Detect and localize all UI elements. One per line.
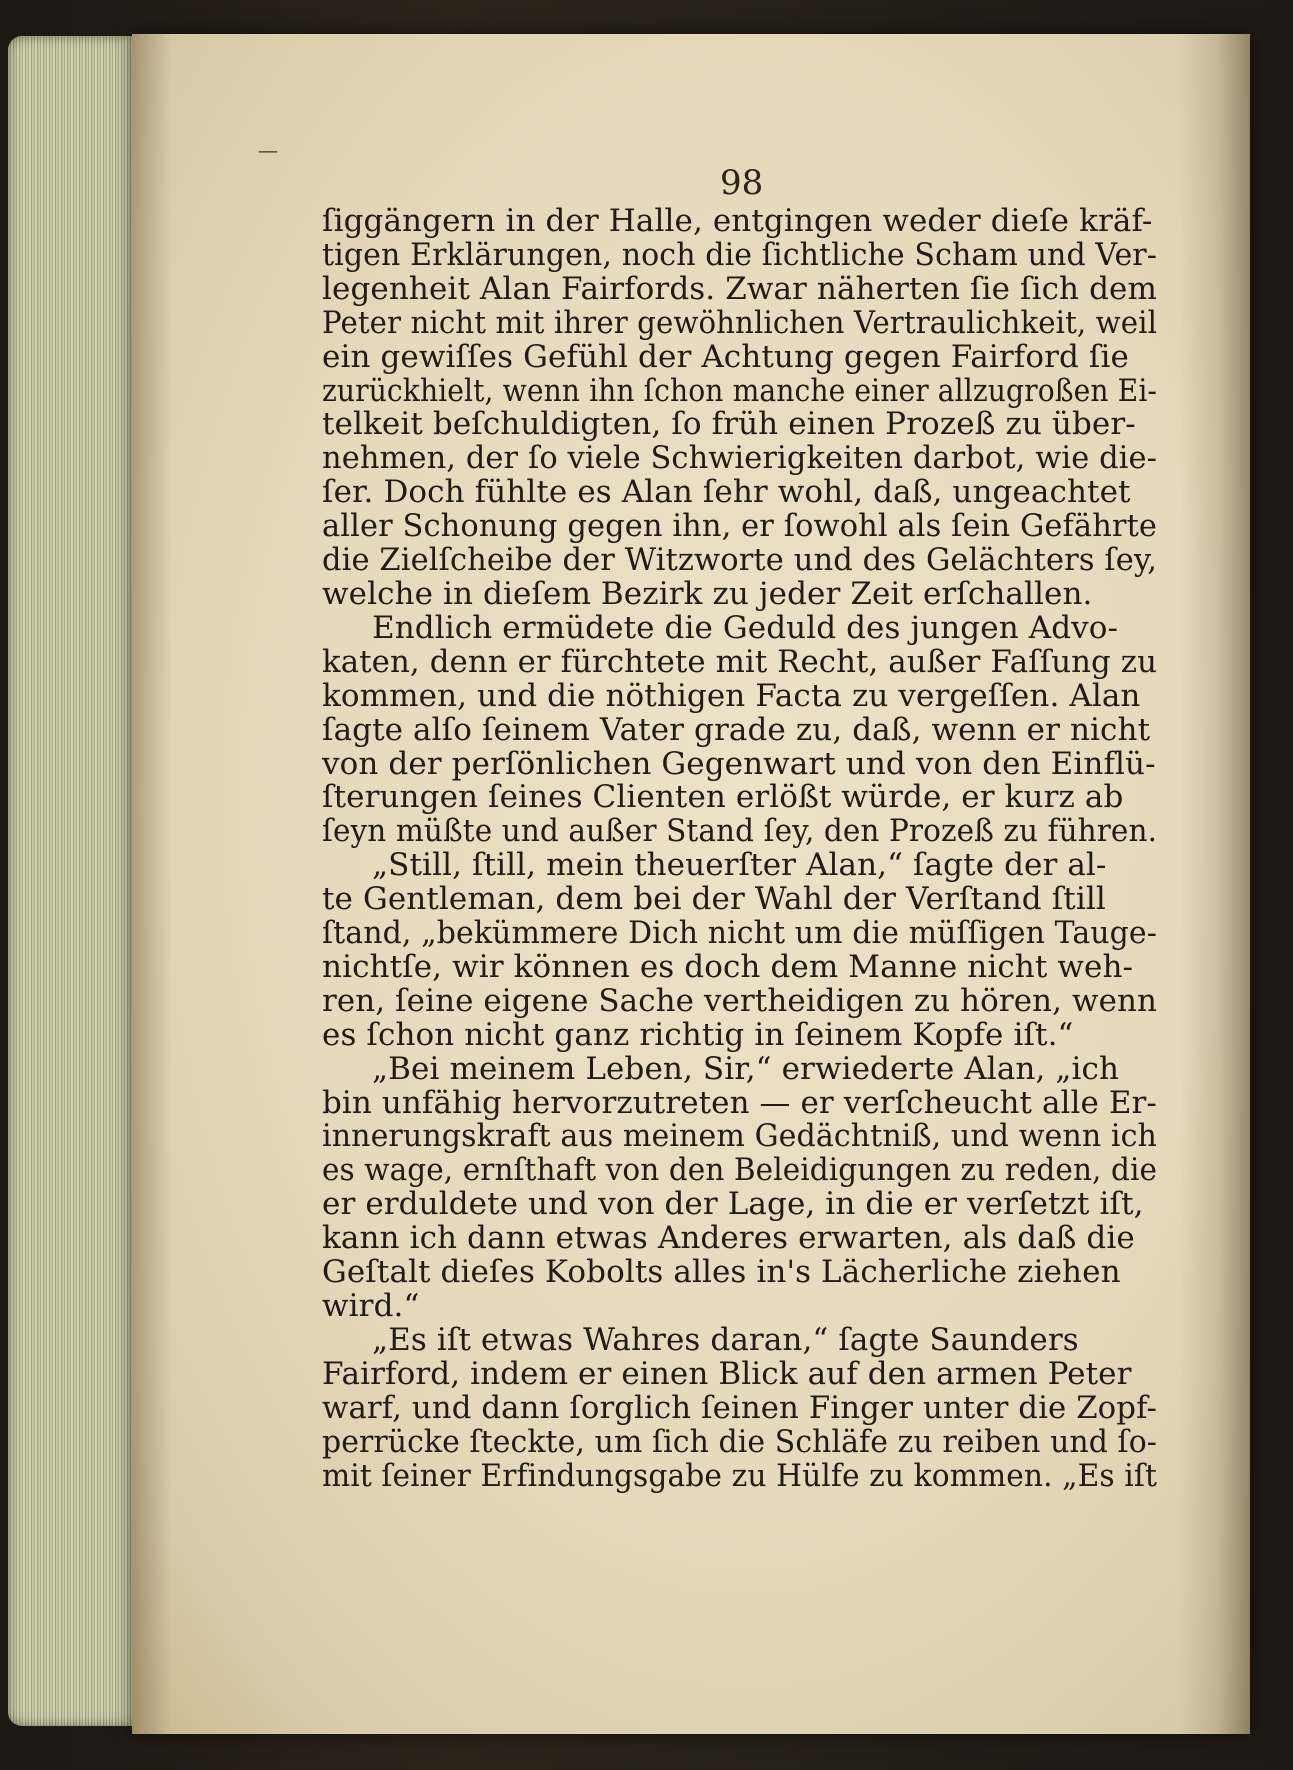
text-line: Fairford, indem er einen Blick auf den armen Peter [322,1355,1132,1392]
text-line: es ſchon nicht ganz richtig in ſeinem Kopfe iſt.“ [322,1016,1074,1053]
text-line: er erduldete und von der Lage, in die er verſetzt iſt, [322,1186,1144,1223]
text-line: die Zielſcheibe der Witzworte und des Gelächters ſey, [322,542,1158,579]
text-line: „Bei meinem Leben, Sir,“ erwiederte Alan, „ich [372,1050,1120,1087]
page-edges [8,36,140,1726]
text-line: katen, denn er fürchtete mit Recht, außer Faſſung zu [322,643,1158,680]
text-line: wird.“ [322,1288,420,1324]
text-line: ein gewiſſes Gefühl der Achtung gegen Fairford ſie [322,338,1129,375]
text-line: welche in dieſem Bezirk zu jeder Zeit erſchallen. [322,575,1093,612]
text-line: ſer. Doch fühlte es Alan ſehr wohl, daß, ungeachtet [322,474,1131,511]
text-line: Geſtalt dieſes Kobolts alles in's Lächerliche ziehen [322,1254,1121,1291]
text-line: ſagte alſo ſeinem Vater grade zu, daß, wenn er nicht [322,711,1151,748]
page-shadow-left [132,34,172,1734]
text-line: aller Schonung gegen ihn, er ſowohl als ſein Gefährte [322,508,1158,545]
text-line: ſeyn müßte und außer Stand ſey, den Prozeß zu führen. [322,813,1158,850]
text-line: innerungskraft aus meinem Gedächtniß, und wenn ich [322,1118,1157,1155]
page-gutter [1180,34,1250,1734]
text-line: es wage, ernſthaft von den Beleidigungen zu reden, die [322,1152,1158,1189]
text-line: ſiggängern in der Halle, entgingen weder dieſe kräf- [322,203,1153,239]
text-line: Peter nicht mit ihrer gewöhnlichen Vertraulichkeit, weil [322,304,1158,341]
text-line: mit ſeiner Erfindungsgabe zu Hülfe zu kommen. „Es iſt [322,1457,1158,1494]
text-line: „Es iſt etwas Wahres daran,“ ſagte Saunders [372,1321,1079,1358]
text-line: Endlich ermüdete die Geduld des jungen Advo- [372,609,1119,646]
text-line: nehmen, der ſo viele Schwierigkeiten darbot, wie die- [322,440,1157,477]
text-line: zurückhielt, wenn ihn ſchon manche einer allzugroßen Ei- [322,372,1158,409]
text-line: kommen, und die nöthigen Facta zu vergeſſen. Alan [322,677,1141,714]
text-line: ſterungen ſeines Clienten erlößt würde, er kurz ab [322,779,1124,816]
body-text [322,205,1157,1493]
text-line: legenheit Alan Fairfords. Zwar näherten ſie ſich dem [322,270,1157,307]
text-line: warf, und dann ſorglich ſeinen Finger unter die Zopf- [322,1389,1158,1426]
text-line: ren, ſeine eigene Sache vertheidigen zu hören, wenn [322,982,1158,1019]
text-line: ſtand, „bekümmere Dich nicht um die müſſigen Tauge- [322,915,1157,952]
text-line: bin unfähig hervorzutreten — er verſcheucht alle Er- [322,1084,1157,1121]
text-line: perrücke ſteckte, um ſich die Schläfe zu reiben und ſo- [322,1423,1157,1460]
text-line: „Still, ſtill, mein theuerſter Alan,“ ſagte der al- [372,847,1107,884]
text-line: kann ich dann etwas Anderes erwarten, als daß die [322,1220,1135,1257]
text-line: von der perſönlichen Gegenwart und von den Einflü- [322,745,1156,782]
corner-mark: — [258,138,278,162]
text-line: nichtſe, wir können es doch dem Manne nicht weh- [322,948,1134,985]
page-number: 98 [720,163,764,203]
text-line: te Gentleman, dem bei der Wahl der Verſtand ſtill [322,881,1106,918]
text-line: telkeit beſchuldigten, ſo früh einen Prozeß zu über- [322,406,1136,443]
text-line: tigen Erklärungen, noch die ſichtliche Scham und Ver- [322,236,1157,273]
